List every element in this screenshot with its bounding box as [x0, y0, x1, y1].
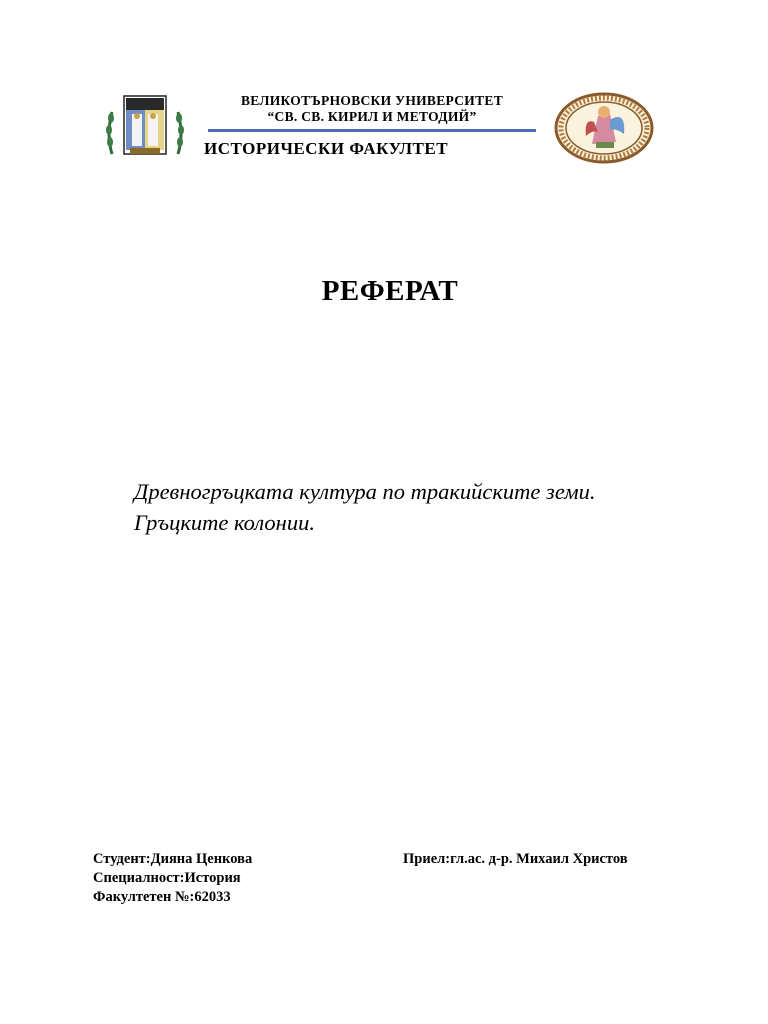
student-row: [93, 850, 252, 869]
document-title: РЕФЕРАТ: [321, 275, 459, 307]
university-name-line1: ВЕЛИКОТЪРНОВСКИ УНИВЕРСИТЕТ: [240, 93, 504, 108]
university-crest-icon: [104, 94, 186, 160]
accepted-label: Приел:: [403, 851, 451, 867]
faculty-seal-icon: [552, 92, 656, 164]
subject-line-2: Гръцките колонии.: [134, 510, 315, 535]
accepted-row: [403, 850, 628, 869]
specialty-value: История: [184, 870, 241, 886]
faculty-number-label: Факултетен №:: [93, 889, 195, 905]
accepted-by-info: [403, 850, 628, 869]
faculty-name: ИСТОРИЧЕСКИ ФАКУЛТЕТ: [204, 139, 449, 158]
student-name: Дияна Ценкова: [150, 851, 253, 867]
university-name-line2: “СВ. СВ. КИРИЛ И МЕТОДИЙ”: [267, 109, 477, 124]
student-label: Студент:: [93, 851, 151, 867]
faculty-number-row: [93, 888, 252, 907]
accepted-value: гл.ас. д-р. Михаил Христов: [450, 851, 628, 867]
document-subject: [134, 476, 734, 538]
specialty-label: Специалност:: [93, 870, 185, 886]
specialty-row: [93, 869, 252, 888]
subject-line-1: Древногръцката култура по тракийските земи.: [134, 479, 596, 504]
student-info: [93, 850, 252, 907]
header-divider: [208, 129, 536, 132]
university-name-block: [202, 93, 542, 160]
faculty-number-value: 62033: [194, 889, 231, 905]
document-header: [100, 88, 660, 168]
